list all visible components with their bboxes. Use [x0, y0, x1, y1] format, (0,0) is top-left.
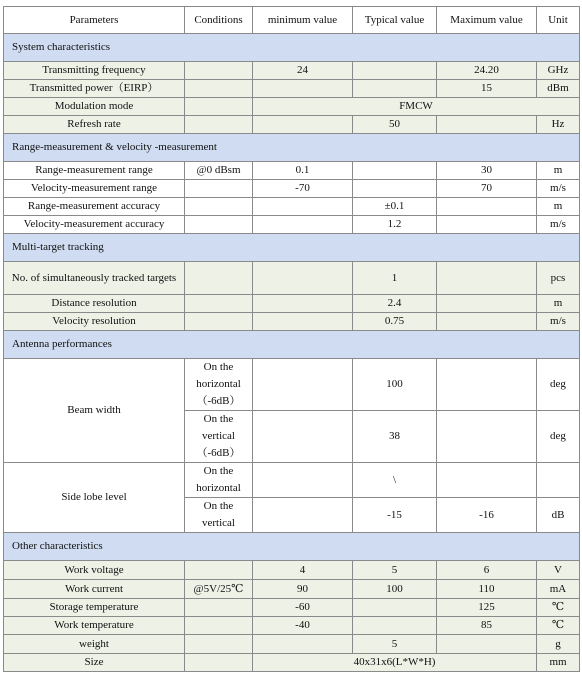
header-typical: Typical value [353, 7, 437, 34]
min: -40 [253, 617, 353, 635]
typ: 5 [353, 561, 437, 580]
cond [185, 635, 253, 654]
cond [185, 262, 253, 295]
cond [185, 617, 253, 635]
row-work-temp [4, 617, 580, 635]
param: Storage temperature [4, 599, 185, 617]
min: 90 [253, 580, 353, 599]
row-vel-acc [4, 216, 580, 234]
typ [353, 617, 437, 635]
unit: ℃ [537, 599, 580, 617]
param: Beam width [4, 359, 185, 463]
max: 85 [437, 617, 537, 635]
max: 24.20 [437, 62, 537, 80]
cond: On the horizontal [185, 463, 253, 498]
max [437, 411, 537, 463]
unit: m/s [537, 216, 580, 234]
section-title: Multi-target tracking [4, 234, 580, 262]
cond [185, 180, 253, 198]
param: Velocity resolution [4, 313, 185, 331]
param: Velocity-measurement range [4, 180, 185, 198]
unit: deg [537, 359, 580, 411]
max: 125 [437, 599, 537, 617]
value: FMCW [253, 98, 580, 116]
min: -70 [253, 180, 353, 198]
typ [353, 180, 437, 198]
unit [537, 463, 580, 498]
unit: mA [537, 580, 580, 599]
typ: \ [353, 463, 437, 498]
param: Modulation mode [4, 98, 185, 116]
header-minimum: minimum value [253, 7, 353, 34]
typ [353, 62, 437, 80]
unit: dB [537, 498, 580, 533]
cond: @5V/25℃ [185, 580, 253, 599]
param: Work voltage [4, 561, 185, 580]
cond [185, 116, 253, 134]
header-row [4, 7, 580, 34]
param: Distance resolution [4, 295, 185, 313]
row-storage-temp [4, 599, 580, 617]
max: 110 [437, 580, 537, 599]
typ [353, 599, 437, 617]
unit: pcs [537, 262, 580, 295]
max [437, 295, 537, 313]
row-modulation [4, 98, 580, 116]
cond [185, 216, 253, 234]
min [253, 411, 353, 463]
header-maximum: Maximum value [437, 7, 537, 34]
row-current [4, 580, 580, 599]
max: 6 [437, 561, 537, 580]
row-side-horizontal [4, 463, 580, 498]
param: Work temperature [4, 617, 185, 635]
min: 4 [253, 561, 353, 580]
cond [185, 295, 253, 313]
max: 70 [437, 180, 537, 198]
cond: On the vertical （-6dB） [185, 411, 253, 463]
cond [185, 80, 253, 98]
typ: 1 [353, 262, 437, 295]
cond: On the horizontal （-6dB） [185, 359, 253, 411]
min [253, 295, 353, 313]
value: 40x31x6(L*W*H) [253, 654, 537, 672]
cond [185, 599, 253, 617]
cond [185, 98, 253, 116]
row-targets [4, 262, 580, 295]
typ: 5 [353, 635, 437, 654]
typ: 1.2 [353, 216, 437, 234]
min: 0.1 [253, 162, 353, 180]
min [253, 313, 353, 331]
min [253, 359, 353, 411]
section-title: System characteristics [4, 34, 580, 62]
param: Range-measurement range [4, 162, 185, 180]
unit: m [537, 162, 580, 180]
cond: @0 dBsm [185, 162, 253, 180]
row-vel-res [4, 313, 580, 331]
unit: m/s [537, 180, 580, 198]
min [253, 80, 353, 98]
row-size [4, 654, 580, 672]
max: 30 [437, 162, 537, 180]
min [253, 498, 353, 533]
section-range [4, 134, 580, 162]
min [253, 216, 353, 234]
row-tx-power [4, 80, 580, 98]
param: Refresh rate [4, 116, 185, 134]
unit: ℃ [537, 617, 580, 635]
param: Range-measurement accuracy [4, 198, 185, 216]
section-system [4, 34, 580, 62]
row-range-acc [4, 198, 580, 216]
cond: On the vertical [185, 498, 253, 533]
param: weight [4, 635, 185, 654]
header-unit: Unit [537, 7, 580, 34]
row-tx-freq [4, 62, 580, 80]
min: -60 [253, 599, 353, 617]
min [253, 635, 353, 654]
max [437, 635, 537, 654]
unit: m [537, 295, 580, 313]
param: Transmitting frequency [4, 62, 185, 80]
typ: 38 [353, 411, 437, 463]
row-voltage [4, 561, 580, 580]
min [253, 262, 353, 295]
row-beam-horizontal [4, 359, 580, 411]
row-range-meas [4, 162, 580, 180]
cond [185, 654, 253, 672]
param: No. of simultaneously tracked targets [4, 262, 185, 295]
max: -16 [437, 498, 537, 533]
section-other [4, 533, 580, 561]
row-weight [4, 635, 580, 654]
section-multi [4, 234, 580, 262]
unit: V [537, 561, 580, 580]
param: Transmitted power（EIRP） [4, 80, 185, 98]
header-conditions: Conditions [185, 7, 253, 34]
max [437, 262, 537, 295]
max [437, 463, 537, 498]
typ: -15 [353, 498, 437, 533]
param: Side lobe level [4, 463, 185, 533]
spec-table [3, 6, 580, 672]
section-title: Range-measurement & velocity -measurement [4, 134, 580, 162]
max [437, 359, 537, 411]
cond [185, 198, 253, 216]
typ [353, 80, 437, 98]
min: 24 [253, 62, 353, 80]
cond [185, 62, 253, 80]
unit: mm [537, 654, 580, 672]
typ: 0.75 [353, 313, 437, 331]
cond [185, 313, 253, 331]
unit: deg [537, 411, 580, 463]
section-title: Antenna performances [4, 331, 580, 359]
typ: 50 [353, 116, 437, 134]
typ: 2.4 [353, 295, 437, 313]
typ [353, 162, 437, 180]
cond [185, 561, 253, 580]
max [437, 198, 537, 216]
max: 15 [437, 80, 537, 98]
section-title: Other characteristics [4, 533, 580, 561]
param: Work current [4, 580, 185, 599]
typ: 100 [353, 580, 437, 599]
header-parameters: Parameters [4, 7, 185, 34]
row-vel-meas [4, 180, 580, 198]
typ: ±0.1 [353, 198, 437, 216]
min [253, 116, 353, 134]
param: Velocity-measurement accuracy [4, 216, 185, 234]
max [437, 116, 537, 134]
unit: g [537, 635, 580, 654]
unit: m/s [537, 313, 580, 331]
unit: dBm [537, 80, 580, 98]
max [437, 216, 537, 234]
typ: 100 [353, 359, 437, 411]
unit: m [537, 198, 580, 216]
unit: GHz [537, 62, 580, 80]
unit: Hz [537, 116, 580, 134]
row-dist-res [4, 295, 580, 313]
param: Size [4, 654, 185, 672]
max [437, 313, 537, 331]
min [253, 198, 353, 216]
section-antenna [4, 331, 580, 359]
min [253, 463, 353, 498]
row-refresh [4, 116, 580, 134]
